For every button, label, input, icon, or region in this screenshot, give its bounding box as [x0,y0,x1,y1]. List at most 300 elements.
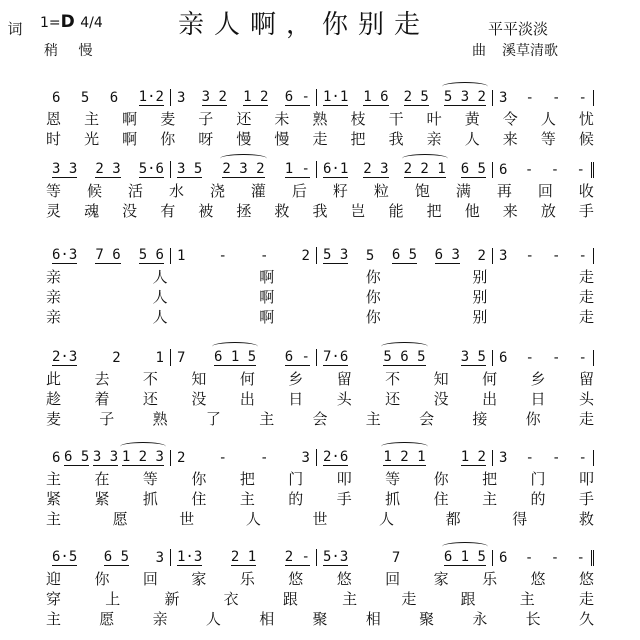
lyric-char: 啊 [122,130,138,148]
lyric-char: 住 [191,490,207,508]
lyric-char: 没 [122,202,138,220]
lyric-char: 乡 [288,370,304,388]
measure [492,550,594,566]
note: 1 2 3 [121,449,164,465]
lyric-char: 长 [525,610,541,628]
lyric-char: 人 [205,610,221,628]
note: 1·3 [177,549,203,565]
lyric-char: 光 [84,130,100,148]
note: - [525,90,534,106]
note: - [552,90,561,106]
lyric-char: 的 [530,490,546,508]
lyric-char: 浇 [209,182,225,200]
lyric-char: 去 [94,370,110,388]
lyric-char: 走 [312,130,328,148]
lyric-char: 主 [84,110,100,128]
lyric-char: 了 [205,410,221,428]
note: 1 [177,248,186,264]
note: - [550,162,560,178]
lyric-char: 趁 [46,390,62,408]
lyric-char: 回 [385,570,401,588]
lyric-char: 子 [198,110,214,128]
note: 1 - [284,161,310,177]
notation-line [46,340,594,366]
lyric-char: 籽 [332,182,348,200]
note: 1·1 [323,89,349,105]
lyric-char: 世 [312,510,328,528]
note: 6 5 [391,247,418,263]
lyric-char: 不 [142,370,158,388]
lyric-char: 你 [433,470,449,488]
lyric-char: 岂 [350,202,366,220]
note: 2 3 [363,161,389,177]
lyric-char: 主 [365,410,381,428]
note: 3 5 [460,349,486,365]
note: 6 [109,90,119,106]
lyric-char: 此 [46,370,62,388]
lyric-char: 家 [433,570,449,588]
measure [170,89,316,106]
measure [492,162,594,178]
note: 6 [499,350,508,366]
lyric-char: 我 [388,130,404,148]
note: 7 [177,350,186,366]
lyric-char: 收 [578,182,594,200]
lyric-char: 亲 [152,610,168,628]
lyric-char: 聚 [312,610,328,628]
note: - [260,450,269,466]
measure [46,161,170,178]
note: - [524,550,534,566]
lyric-char: 你 [365,308,381,326]
note: 2 [301,248,310,264]
note: - [550,550,560,566]
lyric-char: 乡 [530,370,546,388]
lyric-line [46,288,594,306]
lyric-char: 等 [142,470,158,488]
lyric-char: 愿 [99,610,115,628]
note: 1 [155,350,164,366]
lyric-char: 麦 [46,410,62,428]
note: 3 3 [52,161,78,177]
lyric-char: 悠 [530,570,546,588]
lyric-char: 主 [239,490,255,508]
lyric-char: 恩 [46,110,62,128]
lyric-char: 住 [433,490,449,508]
lyric-char: 水 [168,182,184,200]
note: - [576,550,585,566]
measure [492,350,594,366]
lyric-char: 出 [239,390,255,408]
lyric-char: 别 [472,308,488,326]
composer-credit [472,44,558,58]
lyric-char: 还 [385,390,401,408]
notation-line [46,238,594,264]
lyric-char: 叩 [336,470,352,488]
lyric-char: 再 [496,182,512,200]
note: 2 5 [403,89,429,105]
lyric-char: 饱 [414,182,430,200]
measure [316,89,492,106]
lyric-char: 魂 [84,202,100,220]
note: 7·6 [323,349,349,365]
lyricist-credit [0,20,548,38]
note: 1 6 [363,89,389,105]
lyric-char: 上 [105,590,121,608]
note: 7 6 [95,247,121,263]
lyric-line [46,510,594,528]
measure [492,248,594,264]
lyric-char: 门 [530,470,546,488]
note: 6 5 [103,549,130,565]
lyric-char: 后 [291,182,307,200]
note: 6·1 [323,161,349,177]
lyric-char: 手 [336,490,352,508]
note: 3 [499,450,508,466]
measure [492,90,594,106]
lyric-char: 忧 [578,110,594,128]
measure [46,449,170,466]
lyric-char: 走 [401,590,417,608]
lyric-char: 乐 [482,570,498,588]
lyric-line [46,490,594,508]
lyric-char: 久 [578,610,594,628]
lyric-char: 有 [160,202,176,220]
lyric-char: 亲 [46,308,62,326]
lyric-char: 会 [312,410,328,428]
note: 6 [499,550,508,566]
lyric-char: 何 [239,370,255,388]
measure [46,247,170,264]
measure [170,161,316,178]
lyric-line [46,308,594,326]
lyric-char: 人 [152,268,168,286]
note: - [578,90,587,106]
note: 5 3 2 [443,89,486,105]
note: 5·6 [138,161,164,177]
lyric-char: 把 [426,202,442,220]
note: 3 [499,90,508,106]
lyric-char: 灵 [46,202,62,220]
note: - [552,248,561,264]
note: - [525,450,534,466]
lyric-char: 啊 [259,268,275,286]
measure [316,161,492,178]
lyric-char: 悠 [336,570,352,588]
lyric-char: 我 [312,202,328,220]
note: 5·3 [323,549,349,565]
lyric-char: 紧 [94,490,110,508]
notation-line [46,440,594,466]
note: 2 [477,248,486,264]
lyric-line [46,110,594,128]
note: 6 - [284,349,310,365]
lyric-char: 候 [86,182,102,200]
notation-line [46,80,594,106]
lyric-char: 走 [578,410,594,428]
lyric-char: 救 [274,202,290,220]
note: - [552,350,561,366]
lyric-char: 知 [191,370,207,388]
lyric-char: 枝 [350,110,366,128]
note: - [260,248,269,264]
lyric-char: 放 [540,202,556,220]
key-letter: D [60,12,76,32]
lyric-char: 跟 [460,590,476,608]
lyric-char: 熟 [312,110,328,128]
lyric-char: 未 [274,110,290,128]
lyric-char: 你 [94,570,110,588]
note: 6 3 [434,247,460,263]
lyric-char: 主 [519,590,535,608]
lyric-char: 把 [350,130,366,148]
note: - [218,450,227,466]
lyric-char: 等 [540,130,556,148]
lyric-char: 人 [152,308,168,326]
lyric-char: 衣 [223,590,239,608]
note: 1 2 [460,449,486,465]
lyric-char: 没 [433,390,449,408]
lyric-char: 走 [578,288,594,306]
lyric-char: 聚 [419,610,435,628]
lyric-char: 还 [236,110,252,128]
measure [492,450,594,466]
note: 3 [155,550,164,566]
lyric-char: 能 [388,202,404,220]
lyric-line [46,202,594,220]
lyric-char: 主 [342,590,358,608]
lyric-char: 手 [578,490,594,508]
lyric-char: 他 [464,202,480,220]
lyric-char: 回 [537,182,553,200]
note: - [525,350,534,366]
lyric-char: 新 [164,590,180,608]
note: - [578,450,587,466]
measure [46,89,170,106]
lyric-char: 别 [472,268,488,286]
note: 5 3 [323,247,349,263]
measure [316,349,492,366]
lyric-line [46,268,594,286]
lyric-char: 相 [365,610,381,628]
lyric-char: 留 [578,370,594,388]
lyric-char: 叩 [578,470,594,488]
note: 5 6 5 [383,349,426,365]
lyric-char: 跟 [282,590,298,608]
lyric-char: 头 [336,390,352,408]
lyric-char: 来 [502,130,518,148]
lyric-char: 满 [455,182,471,200]
lyric-char: 永 [472,610,488,628]
lyric-char: 都 [445,510,461,528]
lyric-char: 还 [142,390,158,408]
note: 1 2 1 [383,449,426,465]
measure [46,549,170,566]
lyric-line [46,610,594,628]
lyric-char: 活 [127,182,143,200]
measure [46,349,170,366]
composer-role: 曲 [472,43,486,59]
lyric-line [46,590,594,608]
lyric-char: 你 [365,268,381,286]
note: - [576,162,585,178]
lyric-char: 头 [578,390,594,408]
note: 7 [391,550,401,566]
lyric-line [46,182,594,200]
lyric-char: 回 [142,570,158,588]
lyric-char: 主 [46,510,62,528]
note: 2 1 [230,549,257,565]
note: 3 [499,248,508,264]
note: - [552,450,561,466]
lyric-char: 悠 [288,570,304,588]
note: 2 2 1 [403,161,446,177]
note: 6 1 5 [443,549,486,565]
lyric-char: 留 [336,370,352,388]
lyric-line [46,570,594,588]
measure [316,247,492,264]
note: 6·3 [52,247,78,263]
composer-name: 溪草清歌 [502,43,558,59]
lyric-char: 人 [379,510,395,528]
lyric-char: 别 [472,288,488,306]
note: - [525,248,534,264]
lyric-char: 抓 [385,490,401,508]
lyric-char: 迎 [46,570,62,588]
lyric-char: 日 [530,390,546,408]
lyric-char: 世 [179,510,195,528]
note: 6 1 5 [213,349,257,365]
lyric-char: 门 [288,470,304,488]
lyric-char: 人 [464,130,480,148]
note: 6·5 [52,549,78,565]
lyric-char: 令 [502,110,518,128]
lyric-line [46,370,594,388]
lyric-char: 你 [525,410,541,428]
lyric-char: 麦 [160,110,176,128]
lyric-char: 亲 [46,268,62,286]
lyric-char: 不 [385,370,401,388]
lyric-char: 着 [94,390,110,408]
lyric-char: 得 [512,510,528,528]
lyric-char: 等 [385,470,401,488]
lyric-char: 叶 [426,110,442,128]
lyric-char: 亲 [46,288,62,306]
lyric-char: 亲 [426,130,442,148]
lyric-char: 愿 [112,510,128,528]
lyric-char: 慢 [274,130,290,148]
measure [170,349,316,366]
lyric-char: 把 [482,470,498,488]
note: 3 5 [177,161,203,177]
measure [170,248,316,264]
note: 6 [52,90,61,106]
lyric-char: 主 [46,470,62,488]
song-title: 亲人啊，你别走 [178,10,431,40]
lyric-char: 知 [433,370,449,388]
note: - [578,248,587,264]
note: 2·6 [323,449,349,465]
note: 2·3 [52,349,78,365]
lyric-char: 呀 [198,130,214,148]
lyric-char: 来 [502,202,518,220]
lyric-char: 慢 [236,130,252,148]
lyric-char: 走 [578,268,594,286]
lyric-char: 子 [99,410,115,428]
lyric-char: 等 [46,182,62,200]
note: 3 [301,450,310,466]
lyric-char: 黄 [464,110,480,128]
lyric-char: 啊 [259,308,275,326]
notation-line [46,540,594,566]
lyric-char: 时 [46,130,62,148]
lyric-line [46,390,594,408]
lyric-char: 在 [94,470,110,488]
lyric-char: 走 [578,308,594,326]
lyric-char: 主 [46,610,62,628]
tempo-marking: 稍 慢 [44,43,101,59]
note: - [218,248,227,264]
note: 6 - [284,89,310,105]
note: 3 [177,90,186,106]
note: 2 3 [95,161,121,177]
note: 2 [177,450,186,466]
note: 2 [112,350,121,366]
lyric-char: 的 [288,490,304,508]
lyric-char: 相 [259,610,275,628]
note: 6 [499,162,508,178]
lyric-line [46,470,594,488]
lyric-char: 主 [259,410,275,428]
note: 3 3 [92,449,119,465]
lyric-char: 家 [191,570,207,588]
note: 6 5 [460,161,486,177]
lyric-char: 干 [388,110,404,128]
note: 1·2 [138,89,164,105]
lyric-char: 接 [472,410,488,428]
lyric-char: 被 [198,202,214,220]
measure [170,549,316,566]
lyric-char: 没 [191,390,207,408]
lyric-char: 拯 [236,202,252,220]
note: 5 [365,248,375,264]
lyric-char: 你 [191,470,207,488]
lyric-char: 人 [152,288,168,306]
lyricist-name: 平平淡淡 [487,20,548,38]
lyricist-role: 词 [7,20,23,38]
lyric-char: 把 [239,470,255,488]
note: 6 5 [64,449,90,465]
lyric-char: 你 [365,288,381,306]
lyric-char: 灌 [250,182,266,200]
note: - [524,162,534,178]
lyric-char: 主 [482,490,498,508]
lyric-char: 紧 [46,490,62,508]
note: 2 3 2 [222,161,265,177]
lyric-char: 你 [160,130,176,148]
measure [316,449,492,466]
measure [316,549,492,566]
lyric-char: 日 [288,390,304,408]
lyric-char: 啊 [259,288,275,306]
note: 2 - [284,549,310,565]
lyric-line [46,130,594,148]
lyric-char: 走 [578,590,594,608]
key-prefix: 1= [40,15,61,31]
note: 5 6 [138,247,164,263]
notation-line [46,152,594,178]
note: 5 [80,90,90,106]
